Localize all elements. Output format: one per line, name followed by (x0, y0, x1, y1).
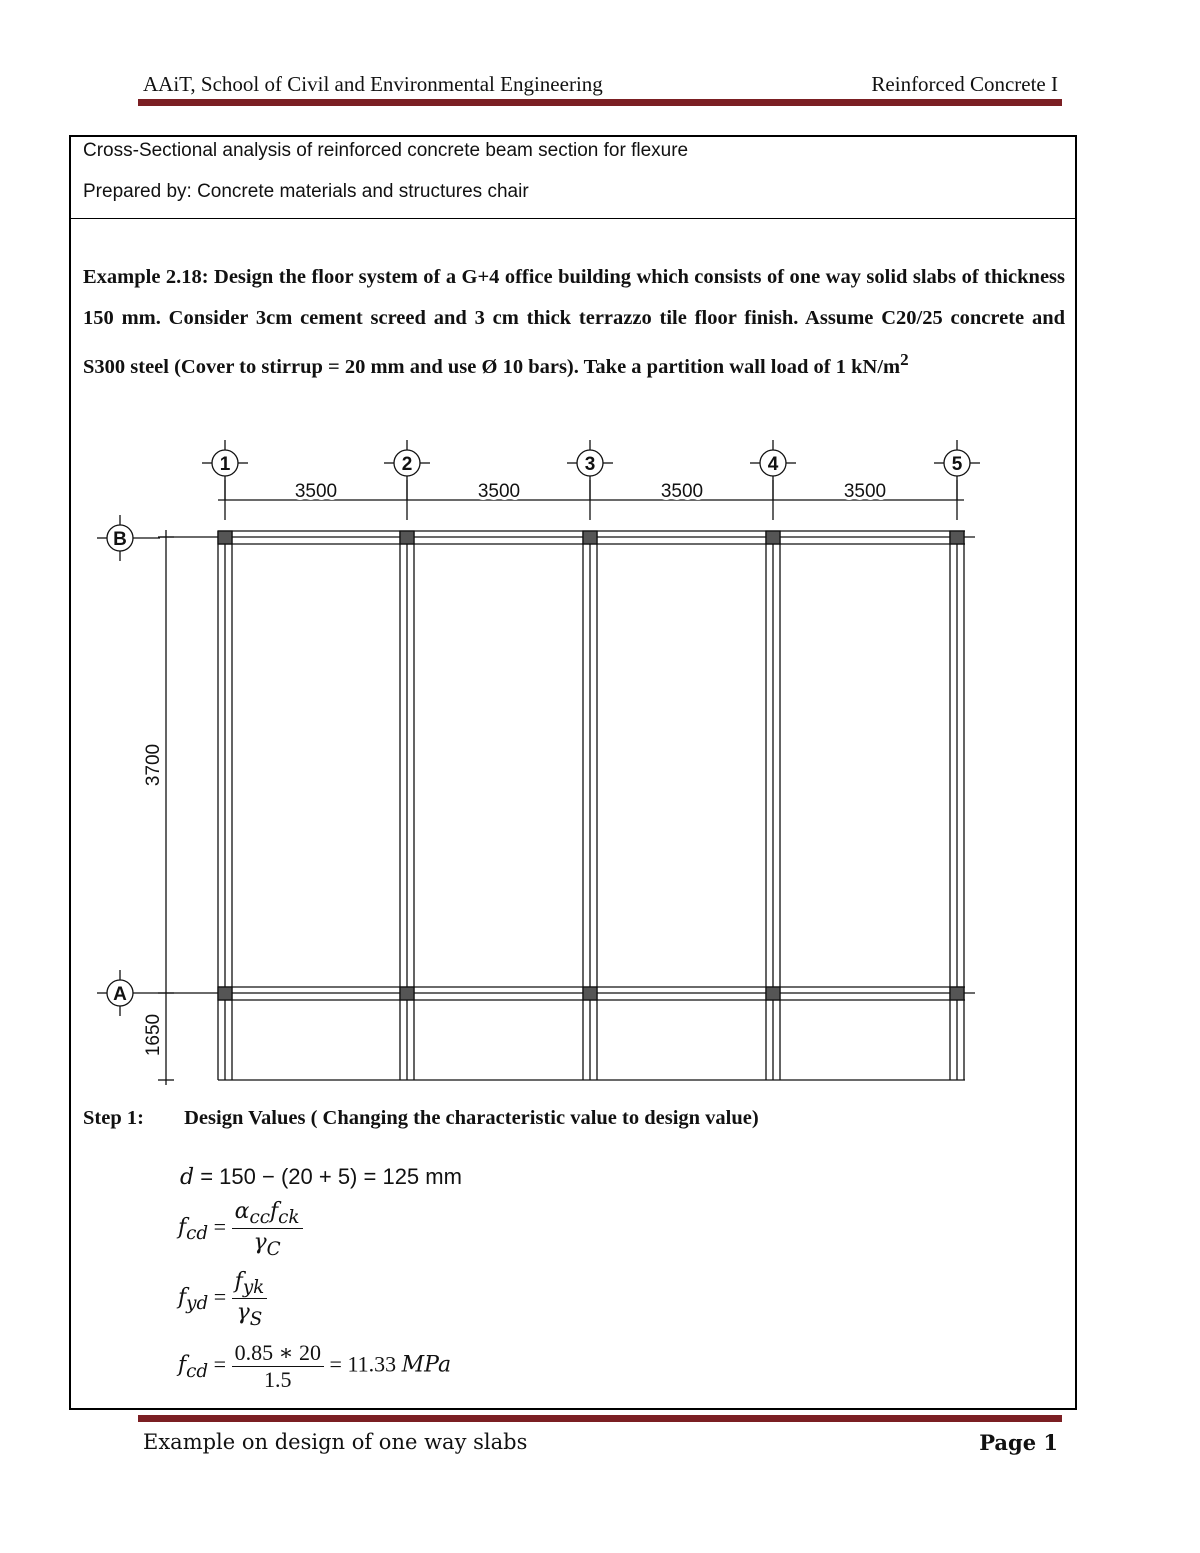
eq-fyd-sub: yd (186, 1293, 209, 1315)
footer-rule (138, 1415, 1062, 1422)
fcd-value-fraction (232, 1340, 324, 1393)
step-1-heading (83, 1107, 759, 1130)
eq-fyk: f (234, 1269, 243, 1294)
eq-alpha-sub: cc (249, 1207, 270, 1229)
grid-label-2: 2 (401, 454, 413, 475)
span-dimension-1: 3500 (294, 481, 338, 502)
eq-fcd-unit: MPa (401, 1352, 452, 1378)
equation-fcd-formula: $f_{cd}$ = $\frac{\alpha_{cc}f_{ck}}{\gamma_C}$ (178, 1198, 303, 1260)
eq-gamma-c-sub: C (266, 1238, 281, 1260)
eq-alpha: α (234, 1199, 250, 1224)
step-title: Design Values ( Changing the characteristic value to design value) (184, 1107, 759, 1129)
eq-d-rhs: = 150 − (20 + 5) = 125 mm (200, 1164, 462, 1189)
eq-fcd-symbol: f (178, 1214, 187, 1240)
eq-fyd-symbol: f (178, 1284, 187, 1310)
equation-d (180, 1164, 462, 1190)
header-course-title: Reinforced Concrete I (871, 72, 1058, 96)
grid-label-5: 5 (951, 454, 963, 475)
eq-fcd-result: = 11.33 (329, 1351, 397, 1377)
page-number: Page 1 (979, 1430, 1058, 1455)
doc-subject: Cross-Sectional analysis of reinforced concrete beam section for flexure (83, 140, 689, 161)
fyd-fraction (232, 1268, 268, 1330)
span-dimension-4: 3500 (843, 481, 887, 502)
eq-fcd-value-sub: cd (186, 1360, 209, 1382)
span-dimension-2: 3500 (477, 481, 521, 502)
header-course-school: AAiT, School of Civil and Environmental Engineering (143, 72, 603, 96)
eq-fcd-den: 1.5 (264, 1367, 292, 1392)
equation-fyd-formula: $f_{yd}$ = $\frac{f_{yk}}{\gamma_S}$ (178, 1268, 267, 1330)
eq-fcd-value-symbol: f (178, 1352, 187, 1378)
span-dimension-y: 3700 (143, 743, 164, 787)
equation-fcd-value: $f_{cd}$ = $\frac{0.85 ∗ 20}{1.5}$ = 11.33 MPa (178, 1340, 452, 1392)
cantilever-dimension: 1650 (143, 1013, 164, 1057)
example-text: Example 2.18: Design the floor system of a G+4 office building which consists of one way solid slabs of thickness 150 mm. Consider 3cm cement screed and 3 cm thick terrazzo tile floor finish. Assume C20/25 concrete and S300 steel (Cover to stirrup = 20 mm and use Ø 10 bars). Take a partition wall load of 1 kN/m (83, 266, 1065, 378)
grid-label-4: 4 (767, 454, 779, 475)
eq-d-lhs: d (180, 1165, 195, 1190)
eq-gamma-s-sub: S (249, 1308, 263, 1330)
footer-title: Example on design of one way slabs (143, 1430, 528, 1454)
grid-label-B: B (113, 529, 127, 550)
grid-label-A: A (113, 984, 127, 1005)
fcd-fraction (232, 1198, 303, 1260)
header-rule (138, 99, 1062, 106)
example-statement (83, 257, 1065, 388)
step-label: Step 1: (83, 1107, 144, 1129)
eq-fck-sub: ck (278, 1207, 300, 1229)
frame-divider (71, 218, 1075, 219)
eq-fcd-sub: cd (186, 1223, 209, 1245)
grid-label-1: 1 (219, 454, 231, 475)
span-dimension-3: 3500 (660, 481, 704, 502)
eq-fcd-num: 0.85 ∗ 20 (232, 1340, 324, 1367)
eq-gamma-c: γ (253, 1230, 267, 1256)
eq-fyk-sub: yk (242, 1277, 265, 1299)
example-superscript: 2 (900, 350, 909, 369)
eq-gamma-s: γ (236, 1300, 250, 1326)
eq-fck: f (269, 1199, 279, 1224)
doc-author: Prepared by: Concrete materials and structures chair (83, 181, 529, 202)
grid-label-3: 3 (584, 454, 596, 475)
